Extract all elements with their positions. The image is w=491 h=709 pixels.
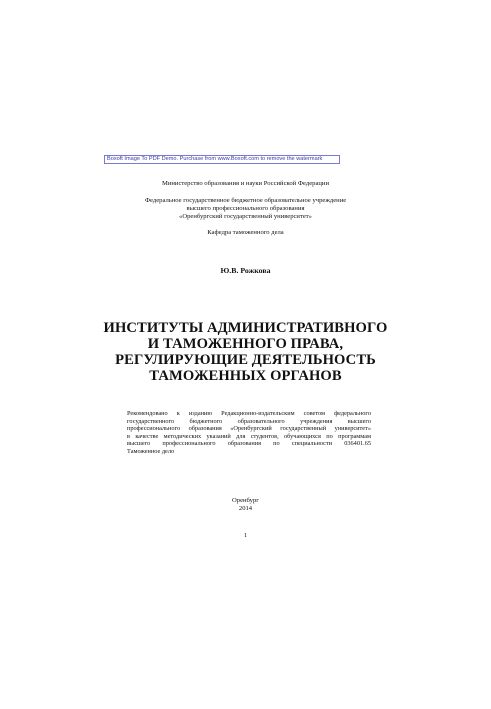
institution-line-3: «Оренбургский государственный университет» (179, 213, 312, 220)
recommendation-block (127, 410, 371, 456)
recommendation-line-2: государственного бюджетного образовательного учреждения высшего (127, 417, 371, 425)
city-line: Оренбург (232, 497, 259, 504)
institution-line-1: Федеральное государственное бюджетное образовательное учреждение (144, 197, 347, 204)
title-line-4: ТАМОЖЕННЫХ ОРГАНОВ (149, 368, 342, 384)
watermark-banner[interactable]: Boxoft Image To PDF Demo. Purchase from www.Boxoft.com to remove the watermark (104, 155, 340, 164)
page-number: 1 (243, 532, 248, 539)
recommendation-line-1: Рекомендовано к изданию Редакционно-издательским советом федерального (127, 410, 371, 417)
year-line: 2014 (238, 505, 253, 512)
recommendation-line-6: Таможенное дело (127, 447, 175, 455)
recommendation-line-5: высшего профессионального образования по специальности 036401.65 (127, 440, 371, 448)
title-line-3: РЕГУЛИРУЮЩИЕ ДЕЯТЕЛЬНОСТЬ (115, 352, 376, 368)
title-line-2: И ТАМОЖЕННОГО ПРАВА, (147, 336, 344, 352)
institution-line-2: высшего профессионального образования (186, 205, 305, 212)
recommendation-line-4: в качестве методических указаний для студентов, обучающихся по программам (127, 432, 371, 440)
author-name: Ю.В. Рожкова (220, 266, 271, 275)
title-line-1: ИНСТИТУТЫ АДМИНИСТРАТИВНОГО (103, 320, 388, 336)
ministry-line: Министерство образования и науки Российской Федерации (162, 180, 329, 187)
recommendation-line-3: профессионального образования «Оренбургский государственный университет» (127, 425, 371, 433)
department-line: Кафедра таможенного дела (207, 229, 284, 236)
